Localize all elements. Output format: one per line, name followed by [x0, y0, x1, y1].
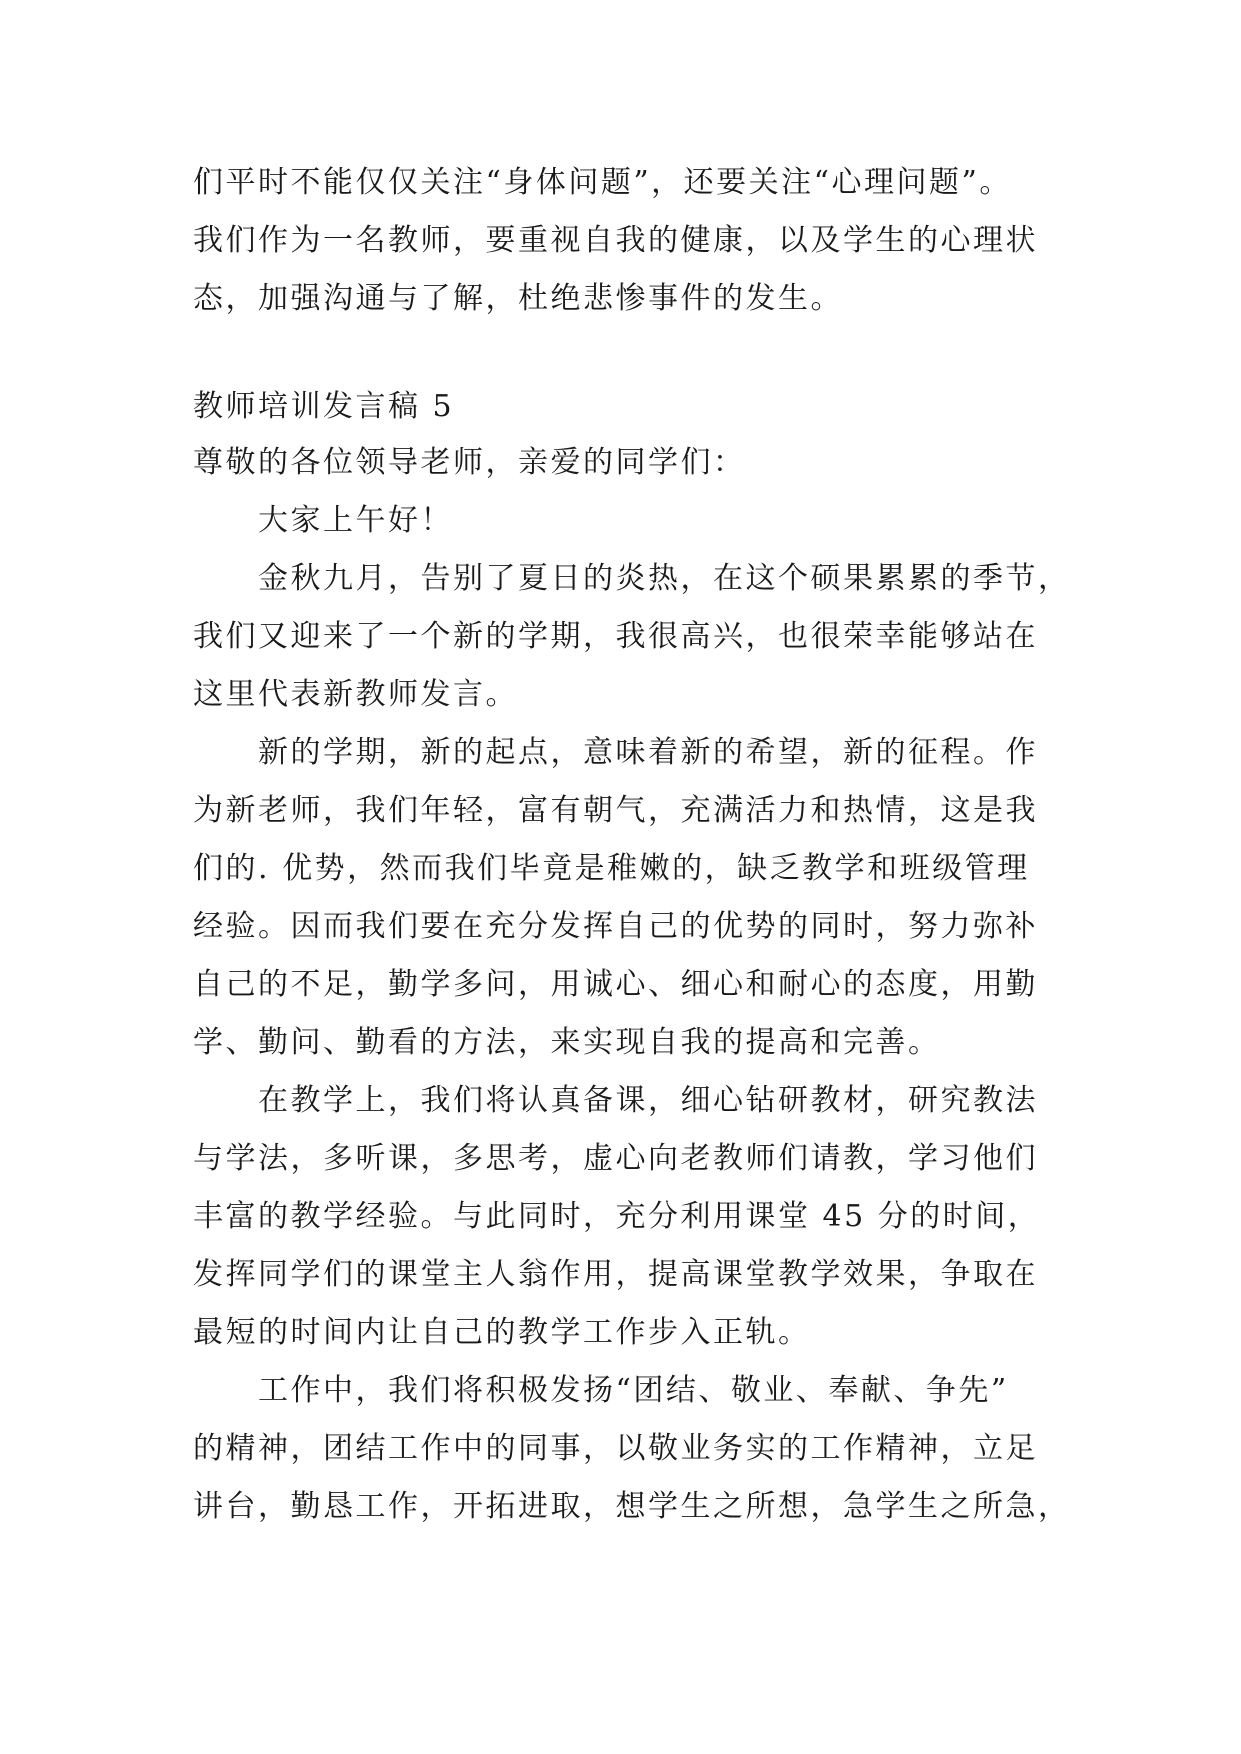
paragraph-continuation: 们平时不能仅仅关注“身体问题”，还要关注“心理问题”。 我们作为一名教师，要重视自我的健康，以及学生的心理状 态，加强沟通与了解，杜绝悲惨事件的发生。	[193, 165, 1038, 316]
paragraph-teaching: 在教学上，我们将认真备课，细心钻研教材，研究教法 与学法，多听课，多思考，虚心向老教师们请教，学习他们 丰富的教学经验。与此同时，充分利用课堂 45 分的时间， 发挥同学们的课堂主人翁作用，提高课堂教学效果，争取在 最短的时间内让自己的教学工作步入正轨。	[193, 1083, 1041, 1350]
salutation: 尊敬的各位领导老师，亲爱的同学们：	[193, 445, 746, 480]
greeting: 大家上午好！	[193, 503, 453, 538]
document-page	[193, 154, 1093, 1536]
section-title: 教师培训发言稿 5	[193, 389, 455, 424]
paragraph-new-semester: 新的学期，新的起点，意味着新的希望，新的征程。作 为新老师，我们年轻，富有朝气，充满活力和热情，这是我 们的. 优势，然而我们毕竟是稚嫩的，缺乏教学和班级管理 经验。因而我们要在充分发挥自己的优势的同时，努力弥补 自己的不足，勤学多问，用诚心、细心和耐心的态度，用勤 学、勤问、勤看的方法，来实现自我的提高和完善。	[193, 735, 1038, 1060]
paragraph-work: 工作中，我们将积极发扬“团结、敬业、奉献、争先” 的精神，团结工作中的同事，以敬业务实的工作精神，立足 讲台，勤恳工作，开拓进取，想学生之所想，急学生之所急，	[193, 1373, 1071, 1524]
paragraph-intro: 金秋九月，告别了夏日的炎热，在这个硕果累累的季节， 我们又迎来了一个新的学期，我很高兴，也很荣幸能够站在 这里代表新教师发言。	[193, 561, 1071, 712]
